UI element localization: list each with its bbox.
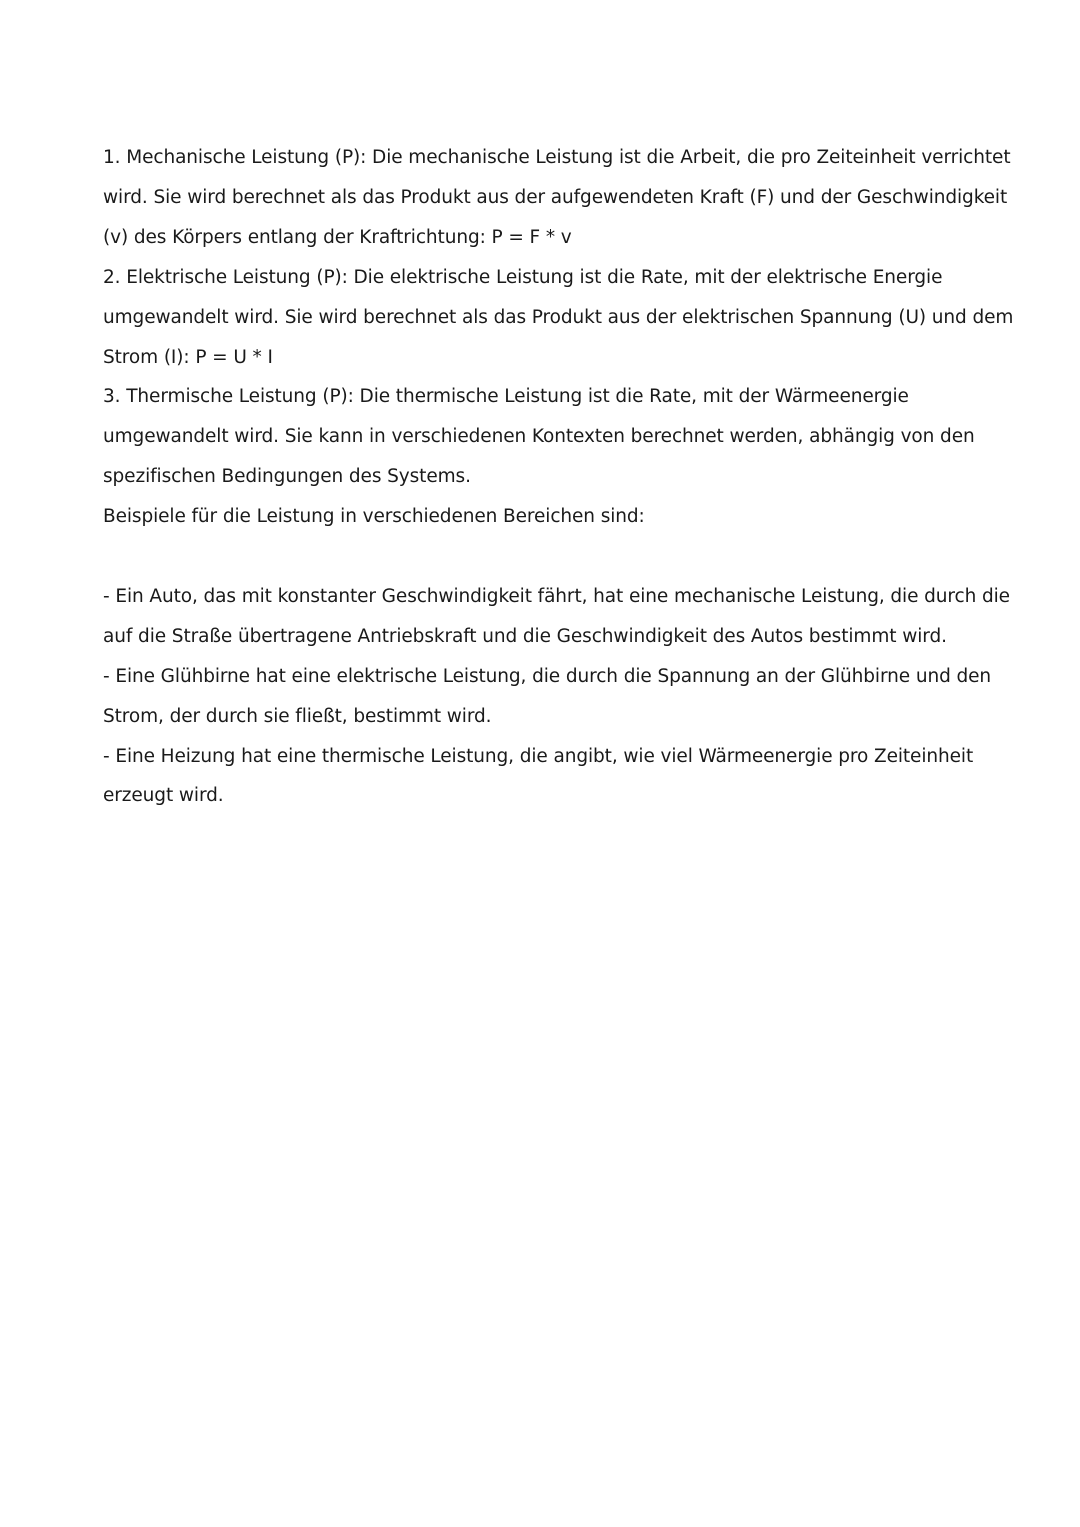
text-line: umgewandelt wird. Sie wird berechnet als das Produkt aus der elektrischen Spannung (U) und dem (103, 306, 1014, 328)
text-line: - Eine Glühbirne hat eine elektrische Leistung, die durch die Spannung an der Glühbirne und den (103, 665, 992, 687)
section-thermische-leistung (103, 377, 1003, 497)
examples-intro (103, 497, 1003, 537)
text-line: umgewandelt wird. Sie kann in verschiedenen Kontexten berechnet werden, abhängig von den (103, 426, 975, 448)
text-line: - Eine Heizung hat eine thermische Leistung, die angibt, wie viel Wärmeenergie pro Zeiteinheit (103, 745, 974, 767)
text-line: 3. Thermische Leistung (P): Die thermische Leistung ist die Rate, mit der Wärmeenergie (103, 386, 909, 408)
example-gluehbirne (103, 657, 1003, 737)
text-line: Strom, der durch sie fließt, bestimmt wird. (103, 705, 492, 727)
blank-line (103, 537, 1003, 577)
text-line: 1. Mechanische Leistung (P): Die mechanische Leistung ist die Arbeit, die pro Zeiteinheit verrichtet (103, 147, 1011, 168)
section-elektrische-leistung (103, 258, 1014, 378)
text-line: wird. Sie wird berechnet als das Produkt aus der aufgewendeten Kraft (F) und der Geschwindigkeit (103, 186, 1008, 208)
text-line: erzeugt wird. (103, 785, 224, 807)
example-heizung (103, 737, 1003, 817)
text-line: (v) des Körpers entlang der Kraftrichtung: P = F * v (103, 226, 572, 248)
text-line: auf die Straße übertragene Antriebskraft und die Geschwindigkeit des Autos bestimmt wird. (103, 625, 947, 647)
text-line: - Ein Auto, das mit konstanter Geschwindigkeit fährt, hat eine mechanische Leistung, die durch die (103, 585, 1010, 607)
text-line: Strom (I): P = U * I (103, 346, 273, 368)
example-auto (103, 577, 1010, 657)
text-line: Beispiele für die Leistung in verschiedenen Bereichen sind: (103, 506, 645, 528)
section-mechanische-leistung (103, 138, 1011, 258)
document-body (103, 138, 1014, 816)
text-line: 2. Elektrische Leistung (P): Die elektrische Leistung ist die Rate, mit der elektrische Energie (103, 266, 943, 288)
text-line: spezifischen Bedingungen des Systems. (103, 466, 471, 488)
